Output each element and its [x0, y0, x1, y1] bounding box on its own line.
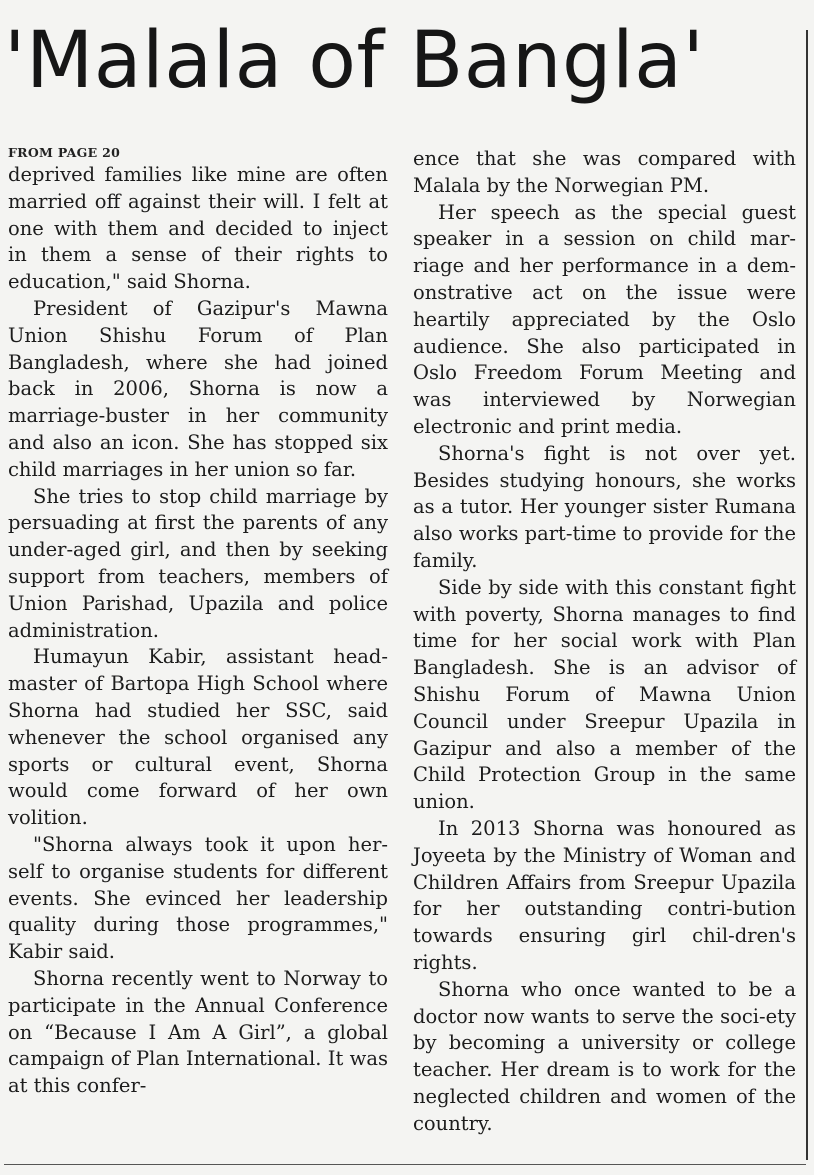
- paragraph: Side by side with this constant fight with poverty, Shorna manages to find time for her social work with Plan Bangladesh. She is an advisor of Shishu Forum of Mawna Union Council under Sreepur Upazila in Gazipur and also a member of the Child Protection Group in the same union.: [413, 575, 796, 814]
- paragraph: President of Gazipur's Mawna Union Shishu Forum of Plan Bangladesh, where she had joined back in 2006, Shorna is now a marriage-buster in her community and also an icon. She has stopped six child marriages in her union so far.: [8, 296, 388, 481]
- paragraph: In 2013 Shorna was honoured as Joyeeta by the Ministry of Woman and Children Affairs from Sreepur Upazila for her outstanding contri-bution towards ensuring girl chil-dren's rights.: [413, 816, 796, 974]
- paragraph: deprived families like mine are often married off against their will. I felt at one with them and decided to inject in them a sense of their rights to education," said Shorna.: [8, 163, 388, 294]
- bottom-rule: [4, 1164, 806, 1165]
- paragraph: ence that she was compared with Malala by the Norwegian PM.: [413, 147, 796, 197]
- paragraph: Her speech as the special guest speaker in a session on child mar-riage and her performance in a dem-onstrative act on the issue were heartily appreciated by the Oslo audience. She also participated in Oslo Freedom Forum Meeting and was interviewed by Norwegian electronic and print media.: [413, 200, 796, 438]
- paragraph: "Shorna always took it upon her-self to organise students for different events. She evinced her leadership quality during those programmes," Kabir said.: [8, 832, 388, 964]
- article-column-left: [8, 146, 388, 1100]
- column-rule-right: [806, 30, 808, 1160]
- paragraph: Shorna who once wanted to be a doctor now wants to serve the soci-ety by becoming a university or college teacher. Her dream is to work for the neglected children and women of the country.: [413, 977, 796, 1135]
- paragraph: Shorna recently went to Norway to participate in the Annual Conference on “Because I Am A Girl”, a global campaign of Plan International. It was at this confer-: [8, 966, 388, 1098]
- paragraph: She tries to stop child marriage by persuading at first the parents of any under-aged girl, and then by seeking support from teachers, members of Union Parishad, Upazila and police administration.: [8, 484, 388, 642]
- headline: 'Malala of Bangla': [4, 16, 705, 106]
- paragraph: Shorna's fight is not over yet. Besides studying honours, she works as a tutor. Her younger sister Rumana also works part-time to provide for the family.: [413, 441, 796, 572]
- continuation-label: FROM PAGE 20: [8, 145, 121, 160]
- paragraph: Humayun Kabir, assistant head-master of Bartopa High School where Shorna had studied her SSC, said whenever the school organised any sports or cultural event, Shorna would come forward of her own volition.: [8, 645, 388, 830]
- article-column-right: [413, 146, 796, 1137]
